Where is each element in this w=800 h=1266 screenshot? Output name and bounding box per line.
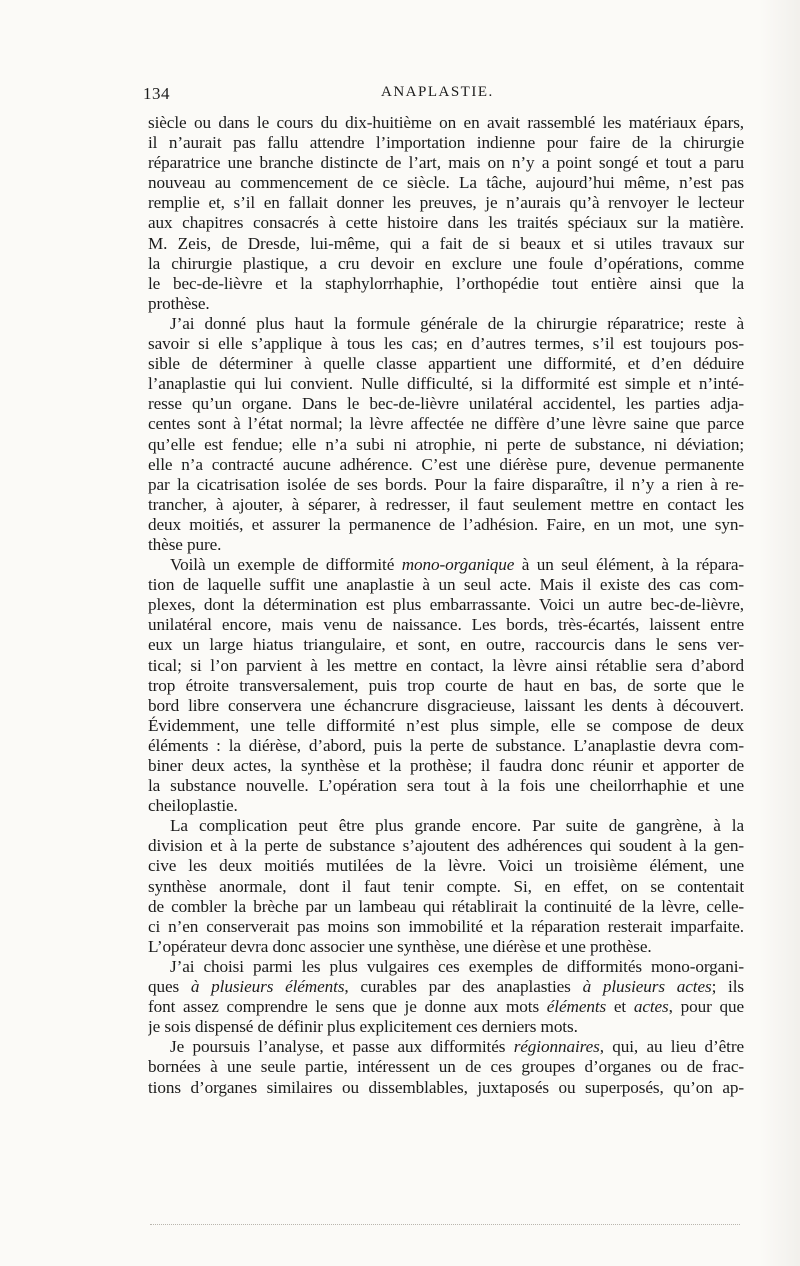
text-line: biner deux actes, la synthèse et la prothèse; il faudra donc réunir et apporter de [148, 756, 744, 775]
text-line: L’opérateur devra donc associer une synthèse, une diérèse et une prothèse. [148, 936, 652, 956]
text-line: ques à plusieurs éléments, curables par des anaplasties à plusieurs actes; ils [148, 977, 744, 997]
text-line: centes sont à l’état normal; la lèvre affectée ne diffère d’une lèvre saine que parce [148, 414, 744, 434]
text-line: je sois dispensé de définir plus explicitement ces derniers mots. [148, 1017, 578, 1037]
text-line: eux un large hiatus triangulaire, et sont, en outre, raccourcis dans le sens ver- [148, 635, 744, 655]
text-line: la chirurgie plastique, a cru devoir en exclure une foule d’opérations, comme [148, 253, 744, 273]
italic-term: à plusieurs actes [582, 977, 712, 997]
italic-term: mono-organique [401, 555, 515, 575]
text-line: siècle ou dans le cours du dix-huitième on en avait rassemblé les matériaux épars, [148, 113, 744, 132]
text-line: qu’elle est fendue; elle n’a subi ni atrophie, ni perte de substance, ni déviation; [148, 434, 744, 454]
text-line: resse qu’un organe. Dans le bec-de-lièvre unilatéral accidentel, les parties adja- [148, 394, 744, 414]
italic-term: actes [633, 997, 669, 1017]
italic-term: régionnaires [513, 1037, 600, 1057]
text-line: ci n’en conserverait pas moins son immobilité et la réparation resterait imparfaite. [148, 916, 744, 936]
page-number: 134 [143, 84, 170, 103]
text-line: synthèse anormale, dont il faut tenir compte. Si, en effet, on se contentait [148, 876, 744, 896]
italic-term: à plusieurs éléments [190, 977, 345, 997]
text-line: J’ai choisi parmi les plus vulgaires ces exemples de difformités mono-organi- [170, 956, 744, 976]
text-line: La complication peut être plus grande encore. Par suite de gangrène, à la [170, 816, 744, 836]
text-line: le bec-de-lièvre et la staphylorrhaphie, l’orthopédie tout entière ainsi que la [148, 273, 744, 293]
text-line: prothèse. [148, 293, 210, 313]
text-line: Évidemment, une telle difformité n’est plus simple, elle se compose de deux [148, 715, 744, 735]
text-line: division et à la perte de substance s’ajoutent des adhérences qui soudent à la gen- [148, 836, 744, 856]
text-line: trancher, à ajouter, à séparer, à redresser, il faut seulement mettre en contact les [148, 494, 744, 514]
text-line: sible de déterminer à quelle classe appartient une difformité, et d’en déduire [148, 354, 744, 374]
text-line: cheiloplastie. [148, 796, 238, 816]
text-line: cive les deux moitiés mutilées de la lèvre. Voici un troisième élément, une [148, 856, 744, 876]
text-line: de combler la brèche par un lambeau qui rétablirait la continuité de la lèvre, celle- [148, 896, 744, 916]
text-line: font assez comprendre le sens que je donne aux mots éléments et actes, pour que [148, 997, 744, 1017]
text-line: remplie et, s’il en fallait donner les preuves, je n’aurais qu’à renvoyer le lecteur [148, 193, 744, 213]
text-line: l’anaplastie qui lui convient. Nulle difficulté, si la difformité est simple et n’inté- [148, 374, 744, 394]
text-line: Je poursuis l’analyse, et passe aux difformités régionnaires, qui, au lieu d’être [170, 1037, 744, 1057]
text-line: Voilà un exemple de difformité mono-organique à un seul élément, à la répara- [170, 555, 744, 575]
text-line: par la cicatrisation isolée de ses bords. Pour la faire disparaître, il n’y a rien à re- [148, 474, 744, 494]
text-line: éléments : la diérèse, d’abord, puis la perte de substance. L’anaplastie devra com- [148, 735, 744, 755]
text-line: bornées à une seule partie, intéressent un de ces groupes d’organes ou de frac- [148, 1057, 744, 1077]
text-line: nouveau au commencement de ce siècle. La tâche, aujourd’hui même, n’est pas [148, 173, 744, 193]
page-edge-shadow [760, 0, 800, 1266]
running-head [143, 82, 643, 108]
text-line: unilatéral encore, mais venu de naissance. Les bords, très-écartés, laissent entre [148, 615, 744, 635]
text-line: savoir si elle s’applique à tous les cas; en d’autres termes, s’il est toujours pos- [148, 334, 744, 354]
text-line: trop étroite transversalement, puis trop courte de haut en bas, de sorte que le [148, 675, 744, 695]
text-line: thèse pure. [148, 534, 222, 554]
text-line: il n’aurait pas fallu attendre l’importation indienne pour faire de la chirurgie [148, 133, 744, 153]
text-line: plexes, dont la détermination est plus embarrassante. Voici un autre bec-de-lièvre, [148, 595, 744, 615]
text-line: réparatrice une branche distincte de l’art, mais on n’y a point songé et tout a paru [148, 153, 744, 173]
text-line: tions d’organes similaires ou dissemblables, juxtaposés ou superposés, qu’on ap- [148, 1077, 744, 1097]
text-line: J’ai donné plus haut la formule générale de la chirurgie réparatrice; reste à [170, 313, 744, 333]
body-text [148, 113, 744, 1098]
text-line: elle n’a contracté aucune adhérence. C’est une diérèse pure, devenue permanente [148, 454, 744, 474]
text-line: la substance nouvelle. L’opération sera tout à la fois une cheilorrhaphie et une [148, 776, 744, 796]
footer-rule [150, 1224, 740, 1225]
text-line: tical; si l’on parvient à les mettre en contact, la lèvre ainsi rétablie sera d’abord [148, 655, 744, 675]
running-title: ANAPLASTIE. [381, 84, 494, 100]
text-line: deux moitiés, et assurer la permanence de l’adhésion. Faire, en un mot, une syn- [148, 514, 744, 534]
text-line: bord libre conservera une échancrure disgracieuse, laissant les dents à découvert. [148, 695, 744, 715]
text-line: tion de laquelle suffit une anaplastie à un seul acte. Mais il existe des cas com- [148, 575, 744, 595]
text-line: M. Zeis, de Dresde, lui-même, qui a fait de si beaux et si utiles travaux sur [148, 233, 744, 253]
italic-term: éléments [546, 997, 607, 1017]
text-line: aux chapitres consacrés à cette histoire dans les traités spéciaux sur la matière. [148, 213, 744, 233]
